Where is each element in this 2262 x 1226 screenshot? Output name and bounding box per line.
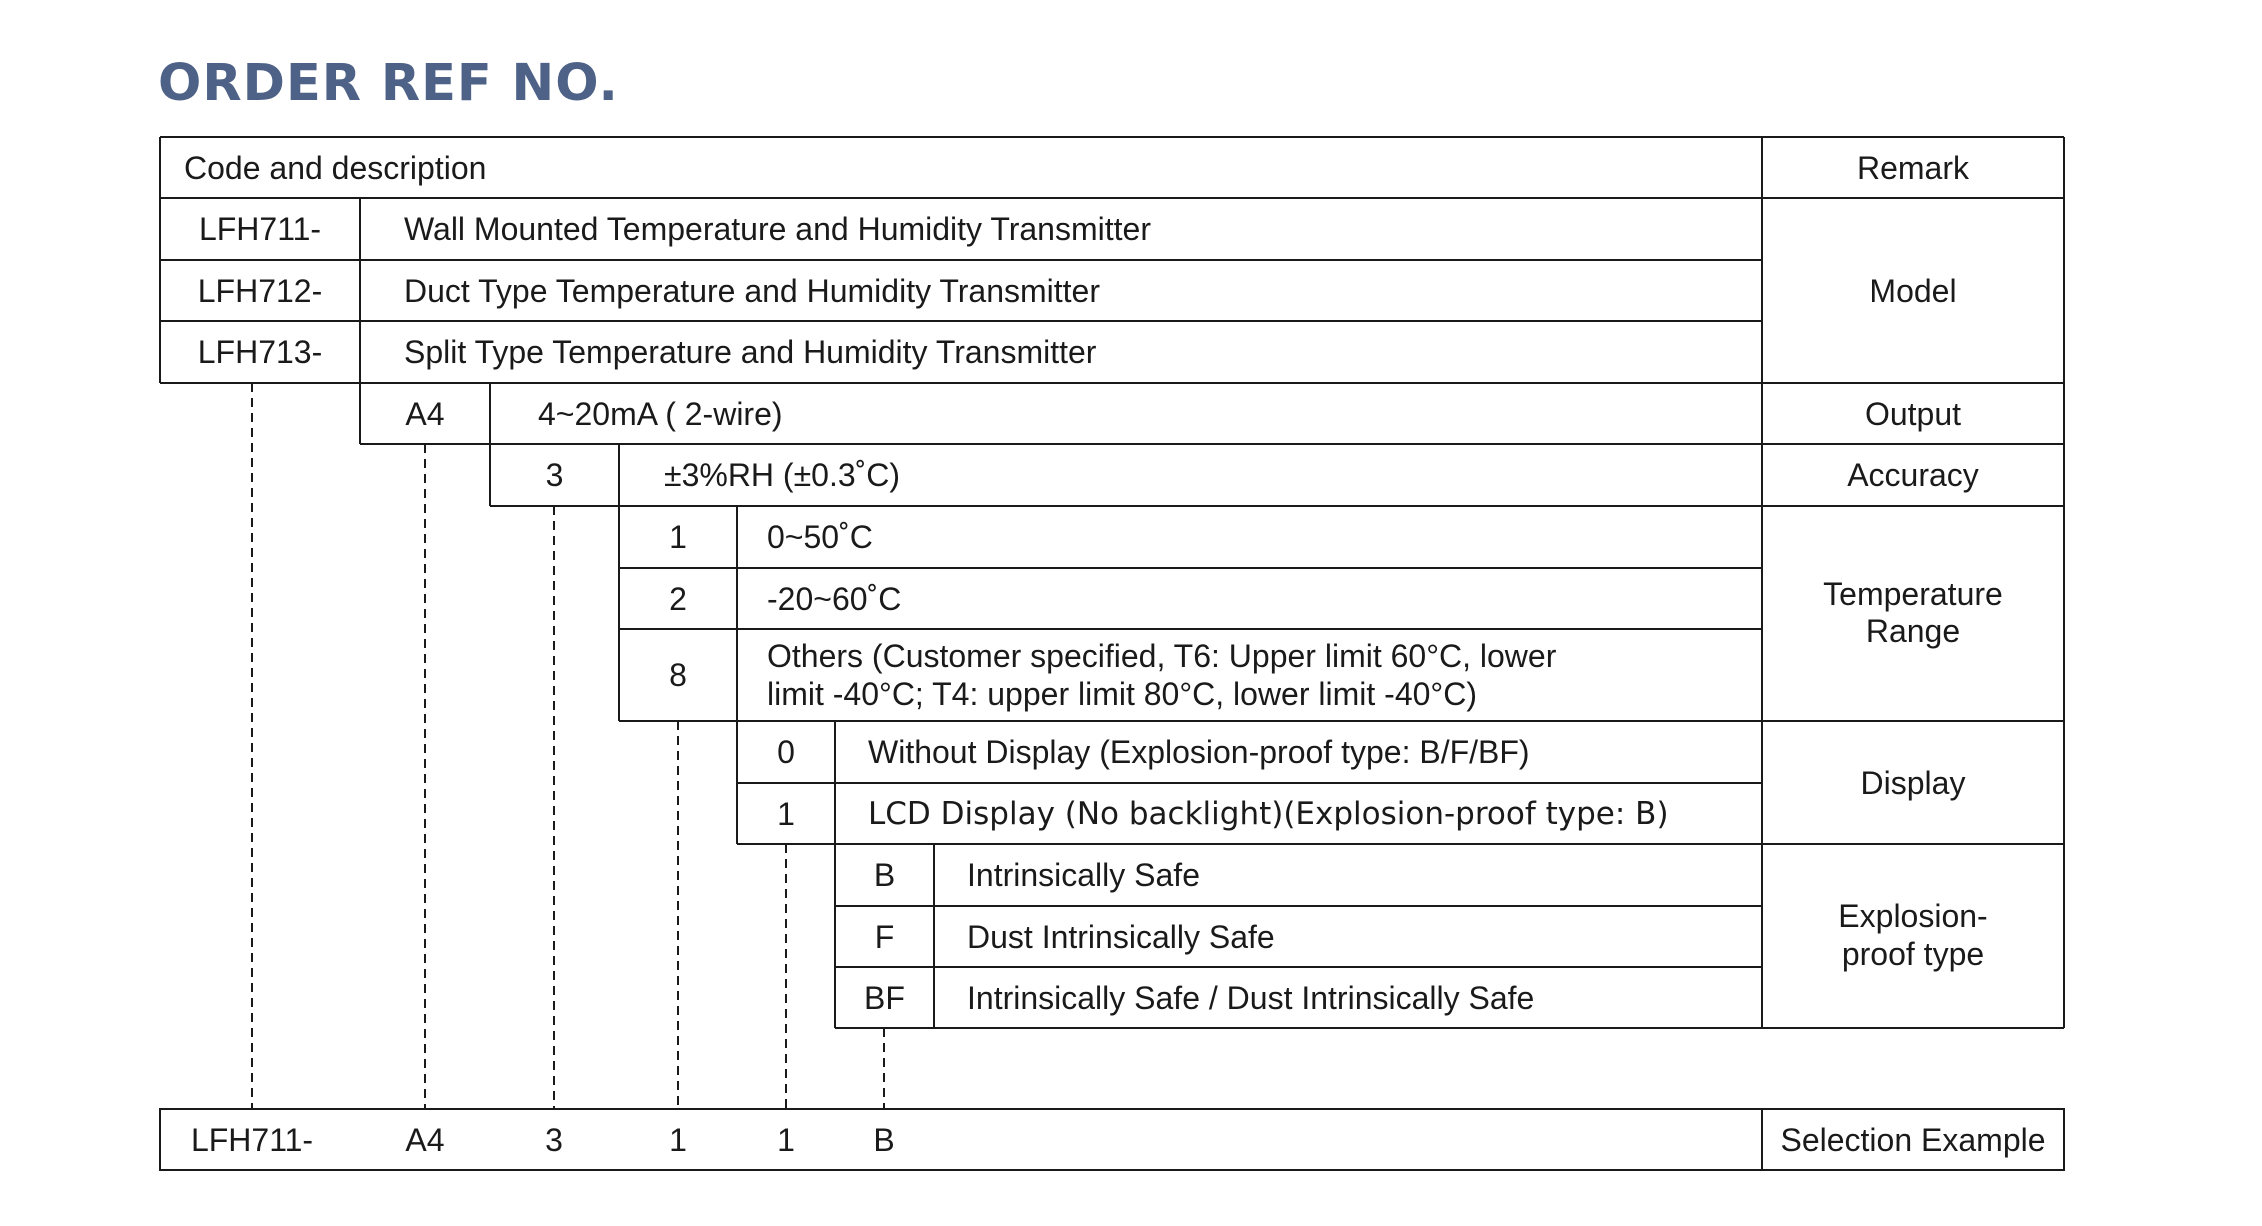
model-desc-lfh712: Duct Type Temperature and Humidity Transmitter (404, 272, 1100, 309)
example-display: 1 (777, 1121, 795, 1158)
temp-code-8: 8 (669, 657, 687, 693)
temp-desc-2: -20~60˚C (767, 580, 902, 617)
accuracy-code: 3 (545, 457, 564, 493)
remark-display: Display (1860, 764, 1966, 801)
explosion-code-f: F (874, 918, 895, 955)
header-code-description: Code and description (184, 149, 487, 186)
remark-temperature-line1: Temperature (1823, 576, 2003, 612)
remark-explosion-line2: proof type (1841, 936, 1985, 972)
display-desc-1: LCD Display (No backlight)(Explosion-proof type: B) (868, 795, 1669, 832)
display-code-0: 0 (777, 734, 795, 770)
model-code-lfh712: LFH712- (197, 272, 323, 309)
explosion-code-bf: BF (864, 979, 905, 1016)
temp-desc-1: 0~50˚C (767, 519, 873, 555)
model-code-lfh713: LFH713- (197, 334, 323, 370)
explosion-desc-bf: Intrinsically Safe / Dust Intrinsically Safe (967, 979, 1535, 1016)
model-desc-lfh711: Wall Mounted Temperature and Humidity Transmitter (404, 211, 1151, 247)
display-desc-0: Without Display (Explosion-proof type: B/F/BF) (868, 734, 1530, 770)
explosion-desc-f: Dust Intrinsically Safe (967, 918, 1275, 955)
remark-output: Output (1864, 395, 1962, 432)
page-title: ORDER REF NO. (158, 54, 619, 113)
example-accuracy: 3 (545, 1121, 563, 1158)
accuracy-desc: ±3%RH (±0.3˚C) (664, 457, 901, 493)
explosion-desc-b: Intrinsically Safe (967, 857, 1200, 893)
display-code-1: 1 (777, 795, 795, 832)
example-model: LFH711- (190, 1121, 314, 1158)
output-code: A4 (405, 395, 445, 432)
explosion-code-b: B (873, 857, 896, 893)
example-explosion: B (873, 1121, 895, 1158)
remark-selection-example: Selection Example (1780, 1121, 2046, 1158)
temp-desc-8-line1: Others (Customer specified, T6: Upper limit 60°C, lower (767, 638, 1557, 674)
remark-temperature-line2: Range (1865, 613, 1961, 649)
example-temperature: 1 (669, 1121, 687, 1158)
remark-accuracy: Accuracy (1847, 457, 1979, 493)
remark-explosion-line1: Explosion- (1838, 898, 1988, 934)
temp-desc-8-line2: limit -40°C; T4: upper limit 80°C, lower limit -40°C) (767, 676, 1477, 712)
model-code-lfh711: LFH711- (198, 211, 322, 247)
output-desc: 4~20mA ( 2-wire) (538, 395, 783, 432)
temp-code-2: 2 (669, 580, 687, 617)
temp-code-1: 1 (669, 519, 687, 555)
model-desc-lfh713: Split Type Temperature and Humidity Transmitter (404, 334, 1097, 370)
remark-model: Model (1869, 272, 1957, 309)
header-remark: Remark (1856, 149, 1969, 186)
example-output: A4 (405, 1121, 445, 1158)
